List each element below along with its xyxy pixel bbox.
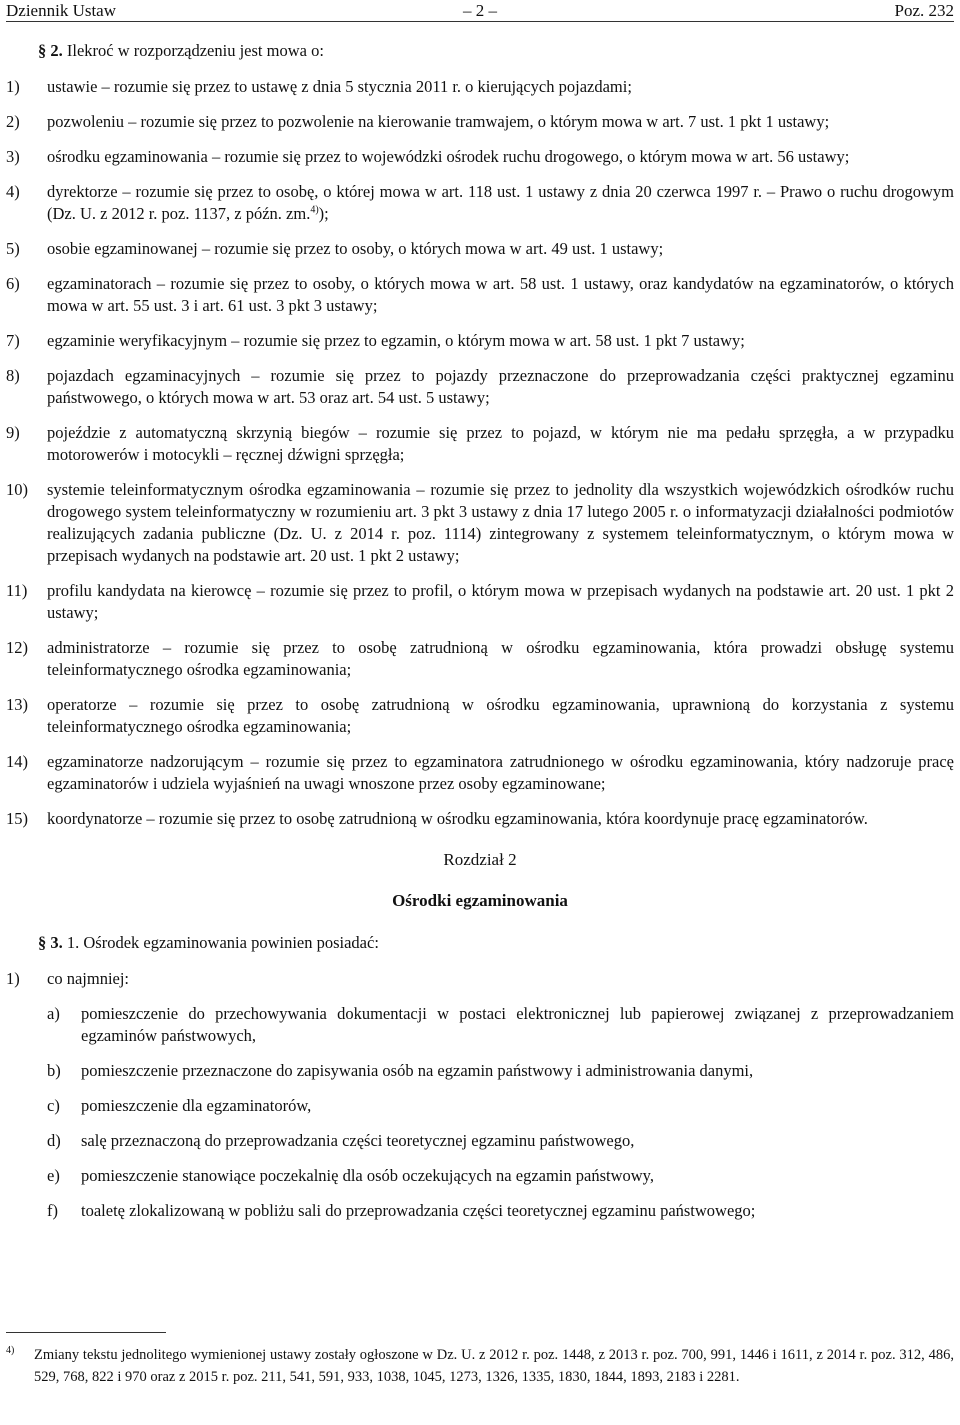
item-text: koordynatorze – rozumie się przez to osobę zatrudnioną w ośrodku egzaminowania, która koordynuje pracę egzaminatorów. — [47, 809, 868, 828]
item-number: 6) — [6, 274, 20, 293]
section-3-intro-text: 1. Ośrodek egzaminowania powinien posiadać: — [62, 933, 379, 952]
definition-item — [6, 181, 954, 225]
definition-item — [6, 751, 954, 795]
item-number: 10) — [6, 480, 28, 499]
item-text: osobie egzaminowanej – rozumie się przez to osoby, o których mowa w art. 49 ust. 1 ustawy; — [47, 239, 664, 258]
sub-item-text: pomieszczenie przeznaczone do zapisywania osób na egzamin państwowy i administrowania danymi, — [81, 1061, 754, 1080]
requirement-item — [6, 968, 954, 990]
footnote-mark: 4) — [6, 1345, 15, 1356]
sub-item — [6, 1200, 954, 1222]
item-text: administratorze – rozumie się przez to osobę zatrudnioną w ośrodku egzaminowania, która prowadzi obsługę systemu teleinformatycznego ośrodka egzaminowania; — [47, 638, 954, 679]
sub-item-text: pomieszczenie stanowiące poczekalnię dla osób oczekujących na egzamin państwowy, — [81, 1166, 654, 1185]
item-text: pojeździe z automatyczną skrzynią biegów – rozumie się przez to pojazd, w którym nie ma pedału sprzęgła, a w przypadku motorowerów i motocykli – ręcznej dźwigni sprzęgła; — [47, 423, 954, 464]
sub-item — [6, 1003, 954, 1047]
sub-item-text: salę przeznaczoną do przeprowadzania części teoretycznej egzaminu państwowego, — [81, 1131, 635, 1150]
journal-name: Dziennik Ustaw — [6, 1, 117, 20]
page-number: – 2 – — [463, 1, 497, 20]
sub-item-letter: a) — [47, 1004, 60, 1023]
section-3-intro — [6, 932, 954, 954]
section-2-intro — [6, 40, 954, 62]
item-number: 2) — [6, 112, 20, 131]
item-number: 11) — [6, 581, 28, 600]
sub-item-letter: c) — [47, 1096, 60, 1115]
item-text — [47, 181, 954, 225]
item-number: 13) — [6, 695, 28, 714]
definition-item — [6, 76, 954, 98]
chapter-number: Rozdział 2 — [443, 850, 517, 869]
chapter-title: Ośrodki egzaminowania — [392, 891, 568, 910]
page-header — [6, 0, 954, 22]
item-number: 8) — [6, 366, 20, 385]
definition-item — [6, 330, 954, 352]
footnote-separator — [6, 1332, 166, 1333]
item-text: egzaminatorze nadzorującym – rozumie się przez to egzaminatora zatrudnionego w ośrodku egzaminowania, który nadzoruje pracę egzaminatorów i udziela wyjaśnień na uwagi wnoszone przez osoby egzaminowane; — [47, 752, 954, 793]
sub-item — [6, 1130, 954, 1152]
item-number: 4) — [6, 182, 20, 201]
item-number: 15) — [6, 809, 28, 828]
definition-item — [6, 422, 954, 466]
item-text: pojazdach egzaminacyjnych – rozumie się przez to pojazdy przeznaczone do przeprowadzania części praktycznej egzaminu państwowego, o których mowa w art. 53 oraz art. 54 ust. 5 ustawy; — [47, 366, 954, 407]
sub-item — [6, 1060, 954, 1082]
definition-item — [6, 273, 954, 317]
item-text-end: ); — [318, 204, 329, 223]
item-text: systemie teleinformatycznym ośrodka egzaminowania – rozumie się przez to jednolity dla wszystkich wojewódzkich ośrodków ruchu drogowego system teleinformatyczny w rozumieniu art. 3 pkt 3 ustawy z dnia 17 lutego 2005 r. o informatyzacji działalności podmiotów realizujących zadania publiczne (Dz. U. z 2014 r. poz. 1114) zintegrowany z systemem teleinformatycznym, o którym mowa w przepisach wydanych na podstawie art. 20 ust. 1 pkt 2 ustawy; — [47, 480, 954, 565]
sub-item — [6, 1165, 954, 1187]
position-number: Poz. 232 — [894, 1, 954, 20]
sub-item-letter: d) — [47, 1131, 61, 1150]
item-text: egzaminatorach – rozumie się przez to osoby, o których mowa w art. 58 ust. 1 ustawy, oraz kandydatów na egzaminatorów, o których mowa w art. 55 ust. 3 i art. 61 ust. 3 pkt 3 ustawy; — [47, 274, 954, 315]
sub-item-text: toaletę zlokalizowaną w pobliżu sali do przeprowadzania części teoretycznej egzaminu państwowego; — [81, 1201, 756, 1220]
definition-item — [6, 111, 954, 133]
item-number: 3) — [6, 147, 20, 166]
sub-item-letter: e) — [47, 1166, 60, 1185]
definition-item — [6, 637, 954, 681]
definition-item — [6, 580, 954, 624]
sub-item-text: pomieszczenie do przechowywania dokumentacji w postaci elektronicznej lub papierowej związanej z przeprowadzaniem egzaminów państwowych, — [81, 1004, 954, 1045]
section-3-mark: § 3. — [38, 933, 63, 952]
sub-item-letter: b) — [47, 1061, 61, 1080]
sub-item-text: pomieszczenie dla egzaminatorów, — [81, 1096, 312, 1115]
item-text: ustawie – rozumie się przez to ustawę z dnia 5 stycznia 2011 r. o kierujących pojazdami; — [47, 77, 632, 96]
item-number: 1) — [6, 77, 20, 96]
sub-item-letter: f) — [47, 1201, 58, 1220]
item-number: 12) — [6, 638, 28, 657]
section-2-intro-text: Ilekroć w rozporządzeniu jest mowa o: — [62, 41, 324, 60]
definition-item — [6, 238, 954, 260]
sub-item — [6, 1095, 954, 1117]
item-text: egzaminie weryfikacyjnym – rozumie się przez to egzamin, o którym mowa w art. 58 ust. 1 pkt 7 ustawy; — [47, 331, 745, 350]
item-number: 14) — [6, 752, 28, 771]
item-number: 1) — [6, 969, 20, 988]
definition-item — [6, 146, 954, 168]
item-text: ośrodku egzaminowania – rozumie się przez to wojewódzki ośrodek ruchu drogowego, o którym mowa w art. 56 ustawy; — [47, 147, 850, 166]
item-text: profilu kandydata na kierowcę – rozumie się przez to profil, o którym mowa w przepisach wydanych na podstawie art. 20 ust. 1 pkt 2 ustawy; — [47, 581, 954, 622]
item-number: 5) — [6, 239, 20, 258]
definition-item — [6, 808, 954, 830]
item-text: pozwoleniu – rozumie się przez to pozwolenie na kierowanie tramwajem, o którym mowa w art. 7 ust. 1 pkt 1 ustawy; — [47, 112, 830, 131]
section-2-mark: § 2. — [38, 41, 63, 60]
footnote-text: Zmiany tekstu jednolitego wymienionej ustawy zostały ogłoszone w Dz. U. z 2012 r. poz. 1448, z 2013 r. poz. 700, 991, 1446 i 1611, z 2014 r. poz. 312, 486, 529, 768, 822 i 970 oraz z 2015 r. poz. 211, 541, 591, 933, 1038, 1045, 1273, 1326, 1335, 1830, 1844, 1893, 2183 i 2281. — [34, 1347, 954, 1385]
item-text-main: dyrektorze – rozumie się przez to osobę, o której mowa w art. 118 ust. 1 ustawy z dnia 20 czerwca 1997 r. – Prawo o ruchu drogowym (Dz. U. z 2012 r. poz. 1137, z późn. zm. — [47, 182, 954, 223]
item-text: operatorze – rozumie się przez to osobę zatrudnioną w ośrodku egzaminowania, uprawnioną do korzystania z systemu teleinformatycznego ośrodka egzaminowania; — [47, 695, 954, 736]
definition-item — [6, 694, 954, 738]
definition-item — [6, 365, 954, 409]
item-number: 9) — [6, 423, 20, 442]
item-text: co najmniej: — [47, 969, 130, 988]
item-number: 7) — [6, 331, 20, 350]
footnote-reference: 4) — [310, 204, 319, 216]
document-body — [6, 40, 954, 1235]
definition-item — [6, 479, 954, 567]
footnote — [6, 1345, 954, 1388]
